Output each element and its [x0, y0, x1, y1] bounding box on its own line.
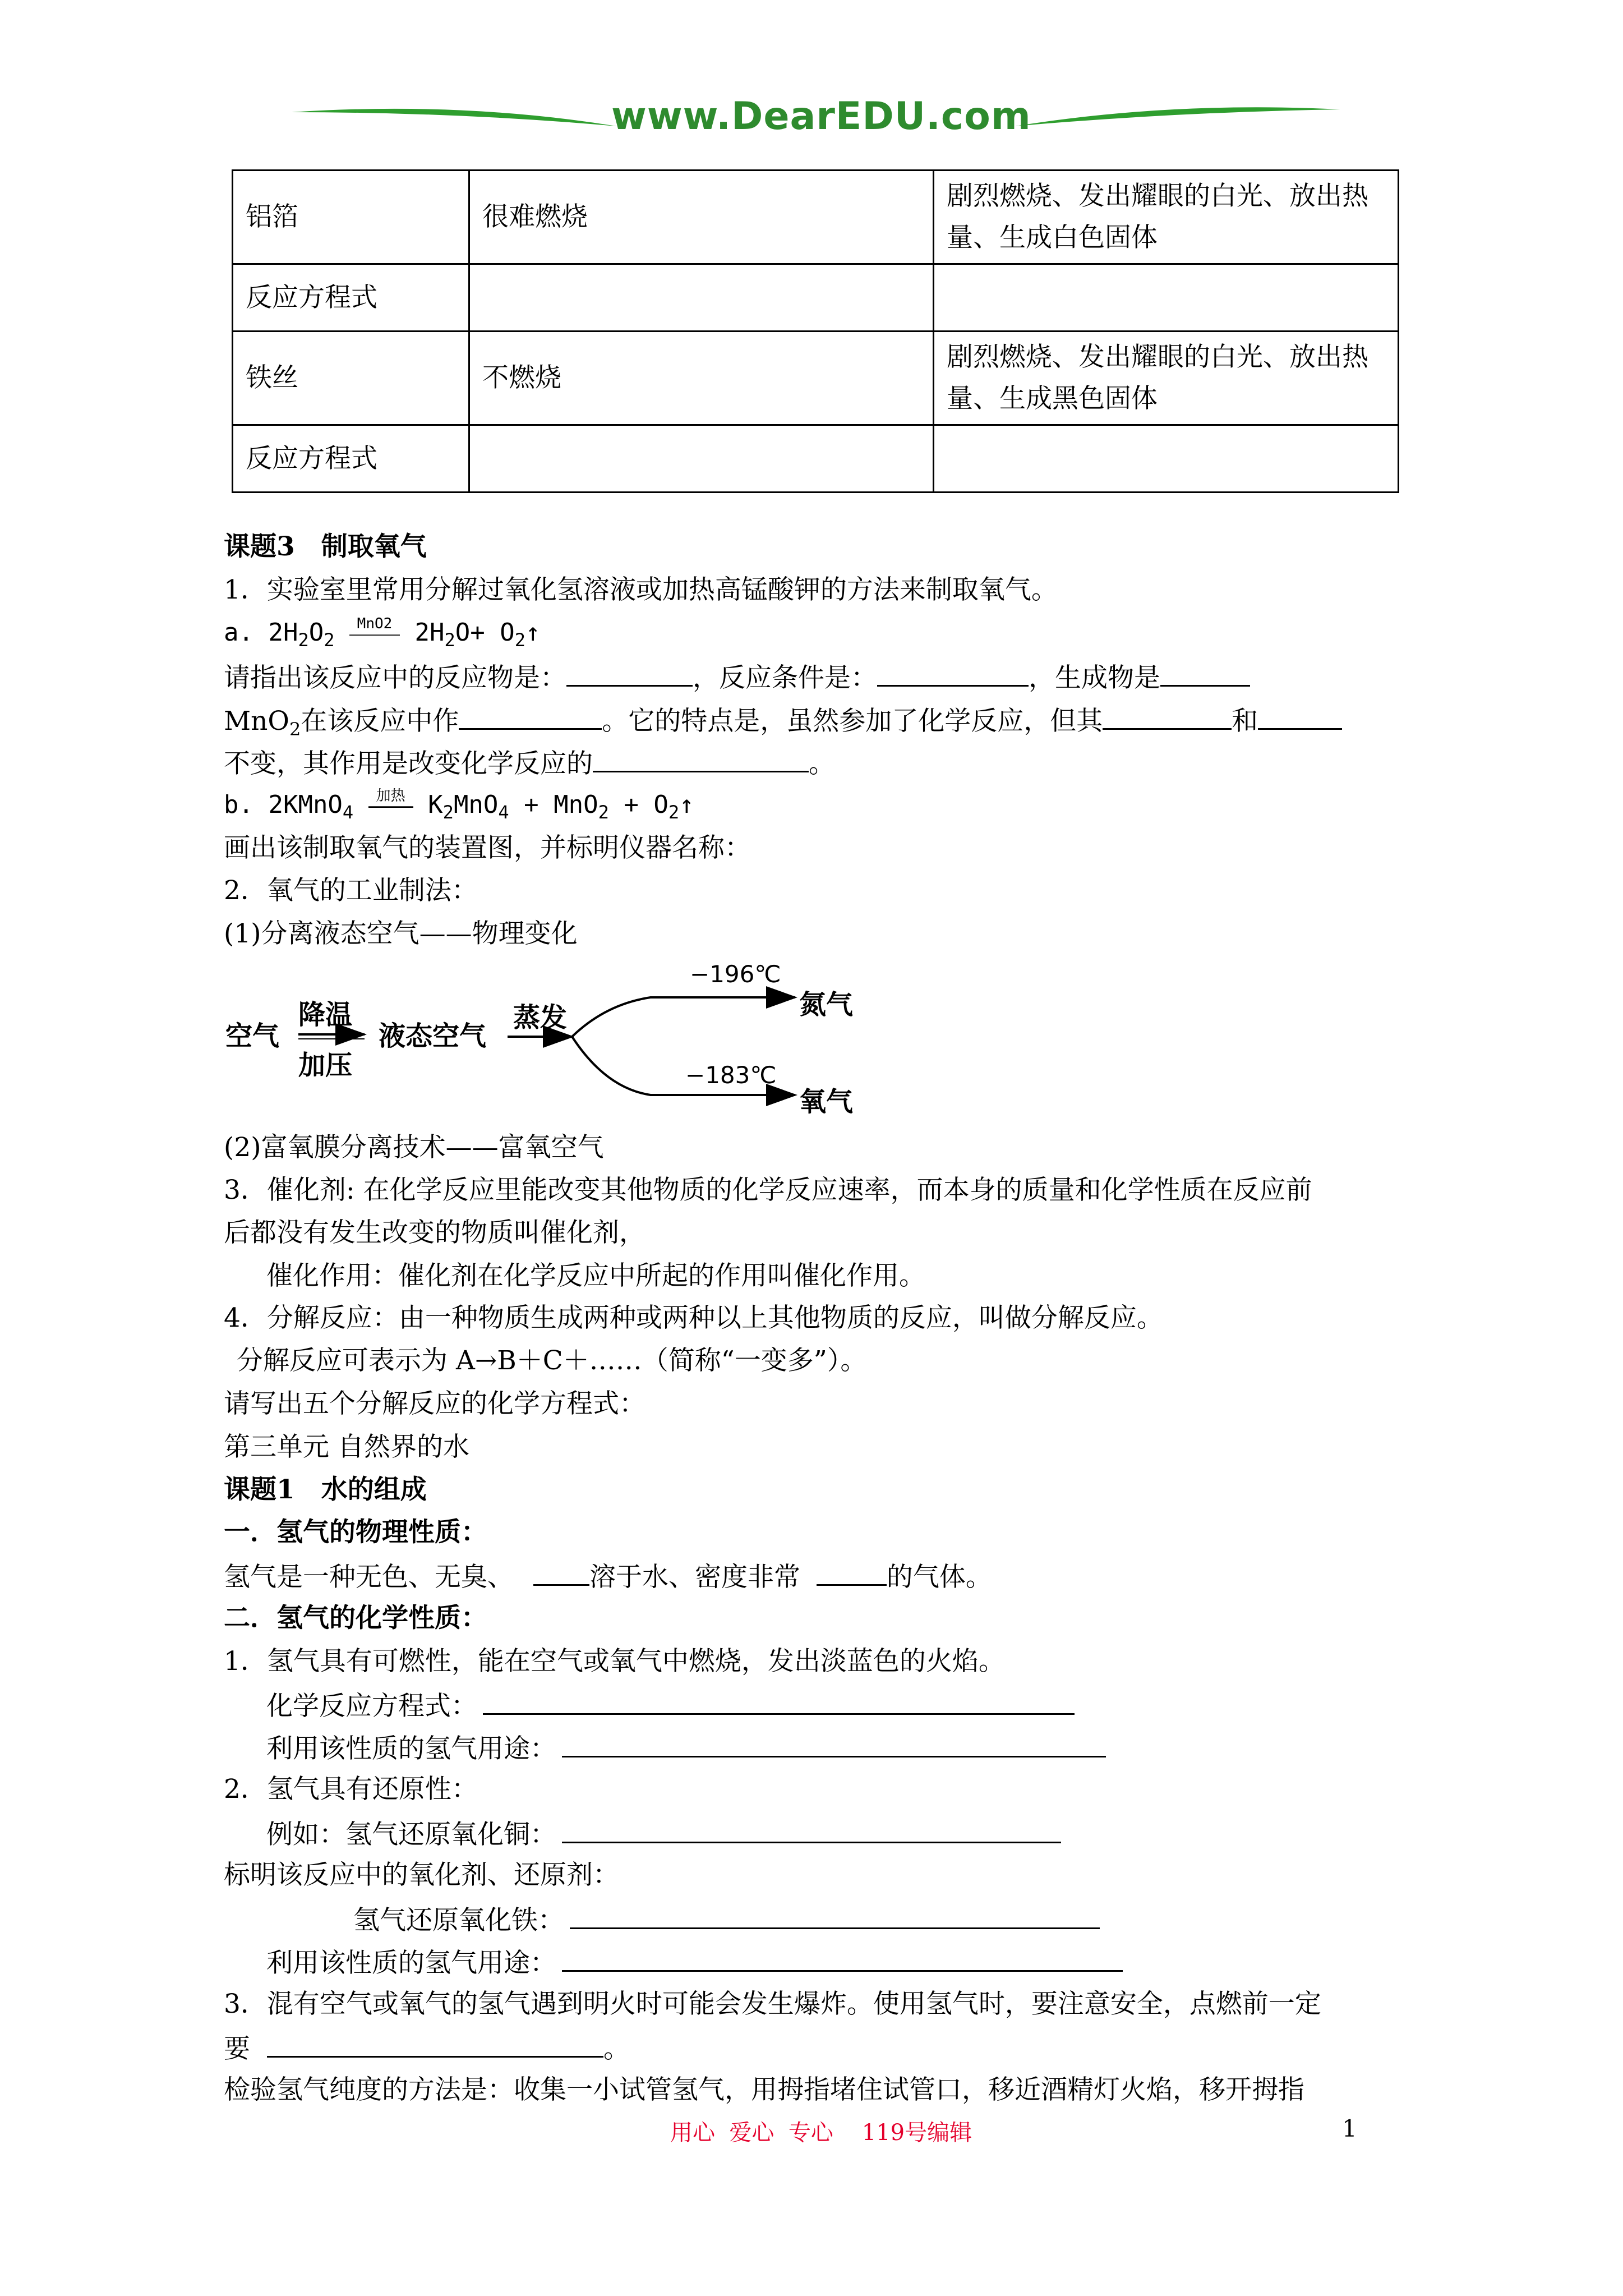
eq-text: b. 2KMnO — [224, 790, 343, 819]
section-title: 课题3 制取氧气 — [224, 531, 427, 562]
paragraph: 画出该制取氧气的装置图，并标明仪器名称： — [224, 832, 751, 863]
table-cell — [469, 425, 934, 493]
paragraph: 4．分解反应：由一种物质生成两种或两种以上其他物质的反应，叫做分解反应。 — [224, 1303, 1163, 1333]
question-line — [224, 745, 835, 781]
paragraph: 后都没有发生改变的物质叫催化剂， — [224, 1217, 645, 1248]
lesson-title: 课题1 水的组成 — [224, 1474, 427, 1505]
eq-text: O — [308, 618, 324, 647]
answer-blank[interactable] — [877, 659, 1029, 687]
paragraph: 分解反应可表示为 A→B＋C＋……（简称“一变多”）。 — [237, 1345, 867, 1376]
table-cell: 反应方程式 — [233, 264, 469, 332]
table-cell: 铝箔 — [233, 171, 469, 264]
table-cell — [934, 264, 1399, 332]
paragraph: 催化作用：催化剂在化学反应中所起的作用叫催化作用。 — [266, 1260, 925, 1291]
diagram-label-air: 空气 — [225, 1020, 280, 1052]
eq-sub: 2 — [668, 802, 680, 823]
eq-sub: 4 — [498, 802, 509, 823]
subheading: 一．氢气的物理性质： — [224, 1517, 487, 1548]
answer-blank[interactable] — [593, 745, 809, 772]
answer-blank[interactable] — [1258, 702, 1342, 730]
answer-blank[interactable] — [533, 1558, 589, 1586]
eq-sub: 4 — [342, 802, 354, 823]
reaction-table — [232, 169, 1399, 493]
eq-sub: 2 — [298, 629, 309, 651]
diagram-label-liquid-air: 液态空气 — [379, 1020, 487, 1052]
diagram-label-o2: 氧气 — [799, 1086, 854, 1117]
answer-blank[interactable] — [566, 659, 693, 687]
table-cell — [934, 425, 1399, 493]
paragraph: 3．混有空气或氧气的氢气遇到明火时可能会发生爆炸。使用氢气时，要注意安全，点燃前一定 — [224, 1989, 1321, 2019]
eq-text: 2H — [399, 618, 445, 647]
answer-blank[interactable] — [570, 1902, 1100, 1929]
answer-blank[interactable] — [562, 1730, 1106, 1757]
question-text: 请指出该反应中的反应物是： — [224, 662, 566, 693]
table-row — [233, 171, 1399, 264]
footer-text: 用心 爱心 专心 119号编辑 — [670, 2120, 972, 2146]
eq-text: + MnO — [509, 790, 598, 819]
table-cell — [469, 264, 934, 332]
table-cell: 剧烈燃烧、发出耀眼的白光、放出热量、生成白色固体 — [934, 171, 1399, 264]
up-arrow-icon: ↑ — [679, 790, 694, 819]
eq-condition — [368, 788, 413, 825]
diagram-arrows — [292, 954, 841, 1111]
question-line — [266, 1816, 1061, 1852]
eq-text: MnO — [453, 790, 499, 819]
question-line — [224, 659, 1250, 695]
question-text: 的气体。 — [886, 1562, 992, 1593]
eq-text: a. 2H — [224, 618, 298, 647]
header-swoosh-right — [1015, 101, 1340, 135]
answer-blank[interactable] — [1103, 702, 1232, 730]
question-text: 要 — [224, 2033, 250, 2064]
question-text: MnO — [224, 706, 289, 737]
eq-text: K — [413, 790, 443, 819]
diagram-label-cool: 降温 — [298, 999, 353, 1030]
diagram-label-evap: 蒸发 — [513, 1002, 568, 1033]
eq-sub: 2 — [289, 719, 301, 740]
question-text: 化学反应方程式： — [266, 1691, 477, 1722]
paragraph: 1．实验室里常用分解过氧化氢溶液或加热高锰酸钾的方法来制取氧气。 — [224, 574, 1058, 605]
eq-condition-text: 加热 — [376, 788, 405, 804]
question-text: 。 — [603, 2033, 630, 2064]
diagram-temp-183: −183℃ — [685, 1061, 777, 1089]
answer-blank[interactable] — [483, 1687, 1075, 1715]
answer-blank[interactable] — [817, 1558, 887, 1586]
question-text: 和 — [1232, 706, 1258, 737]
answer-blank[interactable] — [1160, 659, 1250, 687]
paragraph: 2．氧气的工业制法： — [224, 875, 478, 906]
answer-blank[interactable] — [562, 1944, 1123, 1972]
up-arrow-icon: ↑ — [525, 618, 541, 647]
question-text: 在该反应中作 — [301, 706, 459, 737]
eq-sub: 2 — [514, 629, 525, 651]
table-cell: 剧烈燃烧、发出耀眼的白光、放出热量、生成黑色固体 — [934, 332, 1399, 425]
eq-sub: 2 — [598, 802, 609, 823]
table-row — [233, 332, 1399, 425]
eq-sub: 2 — [324, 629, 335, 651]
question-line — [224, 702, 1342, 746]
unit-title: 第三单元 自然界的水 — [224, 1432, 469, 1462]
question-line — [224, 2030, 630, 2066]
question-text: 利用该性质的氢气用途： — [266, 1948, 556, 1978]
question-text: 不变，其作用是改变化学反应的 — [224, 748, 593, 779]
paragraph: 3．催化剂: 在化学反应里能改变其他物质的化学反应速率，而本身的质量和化学性质在反应前 — [224, 1175, 1312, 1205]
diagram-label-n2: 氮气 — [799, 989, 854, 1020]
eq-sub: 2 — [442, 802, 454, 823]
header-swoosh-left — [292, 101, 617, 135]
table-row — [233, 264, 1399, 332]
site-logo: www.DearEDU.com — [611, 94, 1031, 139]
equation-b — [224, 788, 694, 829]
paragraph: 2．氢气具有还原性： — [224, 1774, 478, 1805]
table-row — [233, 425, 1399, 493]
paragraph: 1．氢气具有可燃性，能在空气或氧气中燃烧，发出淡蓝色的火焰。 — [224, 1646, 1005, 1677]
question-text: 利用该性质的氢气用途： — [266, 1733, 556, 1764]
answer-blank[interactable] — [267, 2030, 603, 2058]
question-line — [224, 1558, 992, 1594]
paragraph: 请写出五个分解反应的化学方程式： — [224, 1388, 645, 1419]
table-cell: 反应方程式 — [233, 425, 469, 493]
paragraph: 标明该反应中的氧化剂、还原剂： — [224, 1860, 619, 1890]
paragraph: (2)富氧膜分离技术——富氧空气 — [224, 1132, 604, 1163]
table-cell: 很难燃烧 — [469, 171, 934, 264]
answer-blank[interactable] — [562, 1816, 1061, 1843]
diagram-label-press: 加压 — [298, 1050, 353, 1081]
question-text: 例如：氢气还原氧化铜： — [266, 1819, 556, 1850]
question-line — [266, 1944, 1123, 1980]
table-cell: 不燃烧 — [469, 332, 934, 425]
paragraph: (1)分离液态空气——物理变化 — [224, 918, 578, 949]
question-line — [266, 1687, 1075, 1723]
page-number: 1 — [1342, 2115, 1357, 2142]
question-text: 氢气还原氧化铁： — [353, 1905, 564, 1936]
question-text: ，反应条件是： — [693, 662, 877, 693]
paragraph: 检验氢气纯度的方法是：收集一小试管氢气，用拇指堵住试管口，移近酒精灯火焰，移开拇指 — [224, 2074, 1304, 2105]
question-text: 。它的特点是，虽然参加了化学反应，但其 — [602, 706, 1103, 737]
eq-sub: 2 — [444, 629, 455, 651]
diagram-temp-196: −196℃ — [690, 960, 781, 988]
question-line — [353, 1902, 1100, 1938]
answer-blank[interactable] — [459, 702, 602, 730]
eq-text: O+ O — [455, 618, 515, 647]
question-text: 溶于水、密度非常 — [589, 1562, 800, 1593]
question-text: 。 — [809, 748, 835, 779]
eq-text: + O — [608, 790, 668, 819]
question-line — [266, 1730, 1106, 1766]
subheading: 二．氢气的化学性质： — [224, 1603, 487, 1634]
question-text: ，生成物是 — [1029, 662, 1160, 693]
eq-condition-text: MnO2 — [357, 615, 393, 632]
eq-condition — [349, 616, 400, 653]
equation-a — [224, 616, 540, 657]
table-cell: 铁丝 — [233, 332, 469, 425]
question-text: 氢气是一种无色、无臭、 — [224, 1562, 514, 1593]
